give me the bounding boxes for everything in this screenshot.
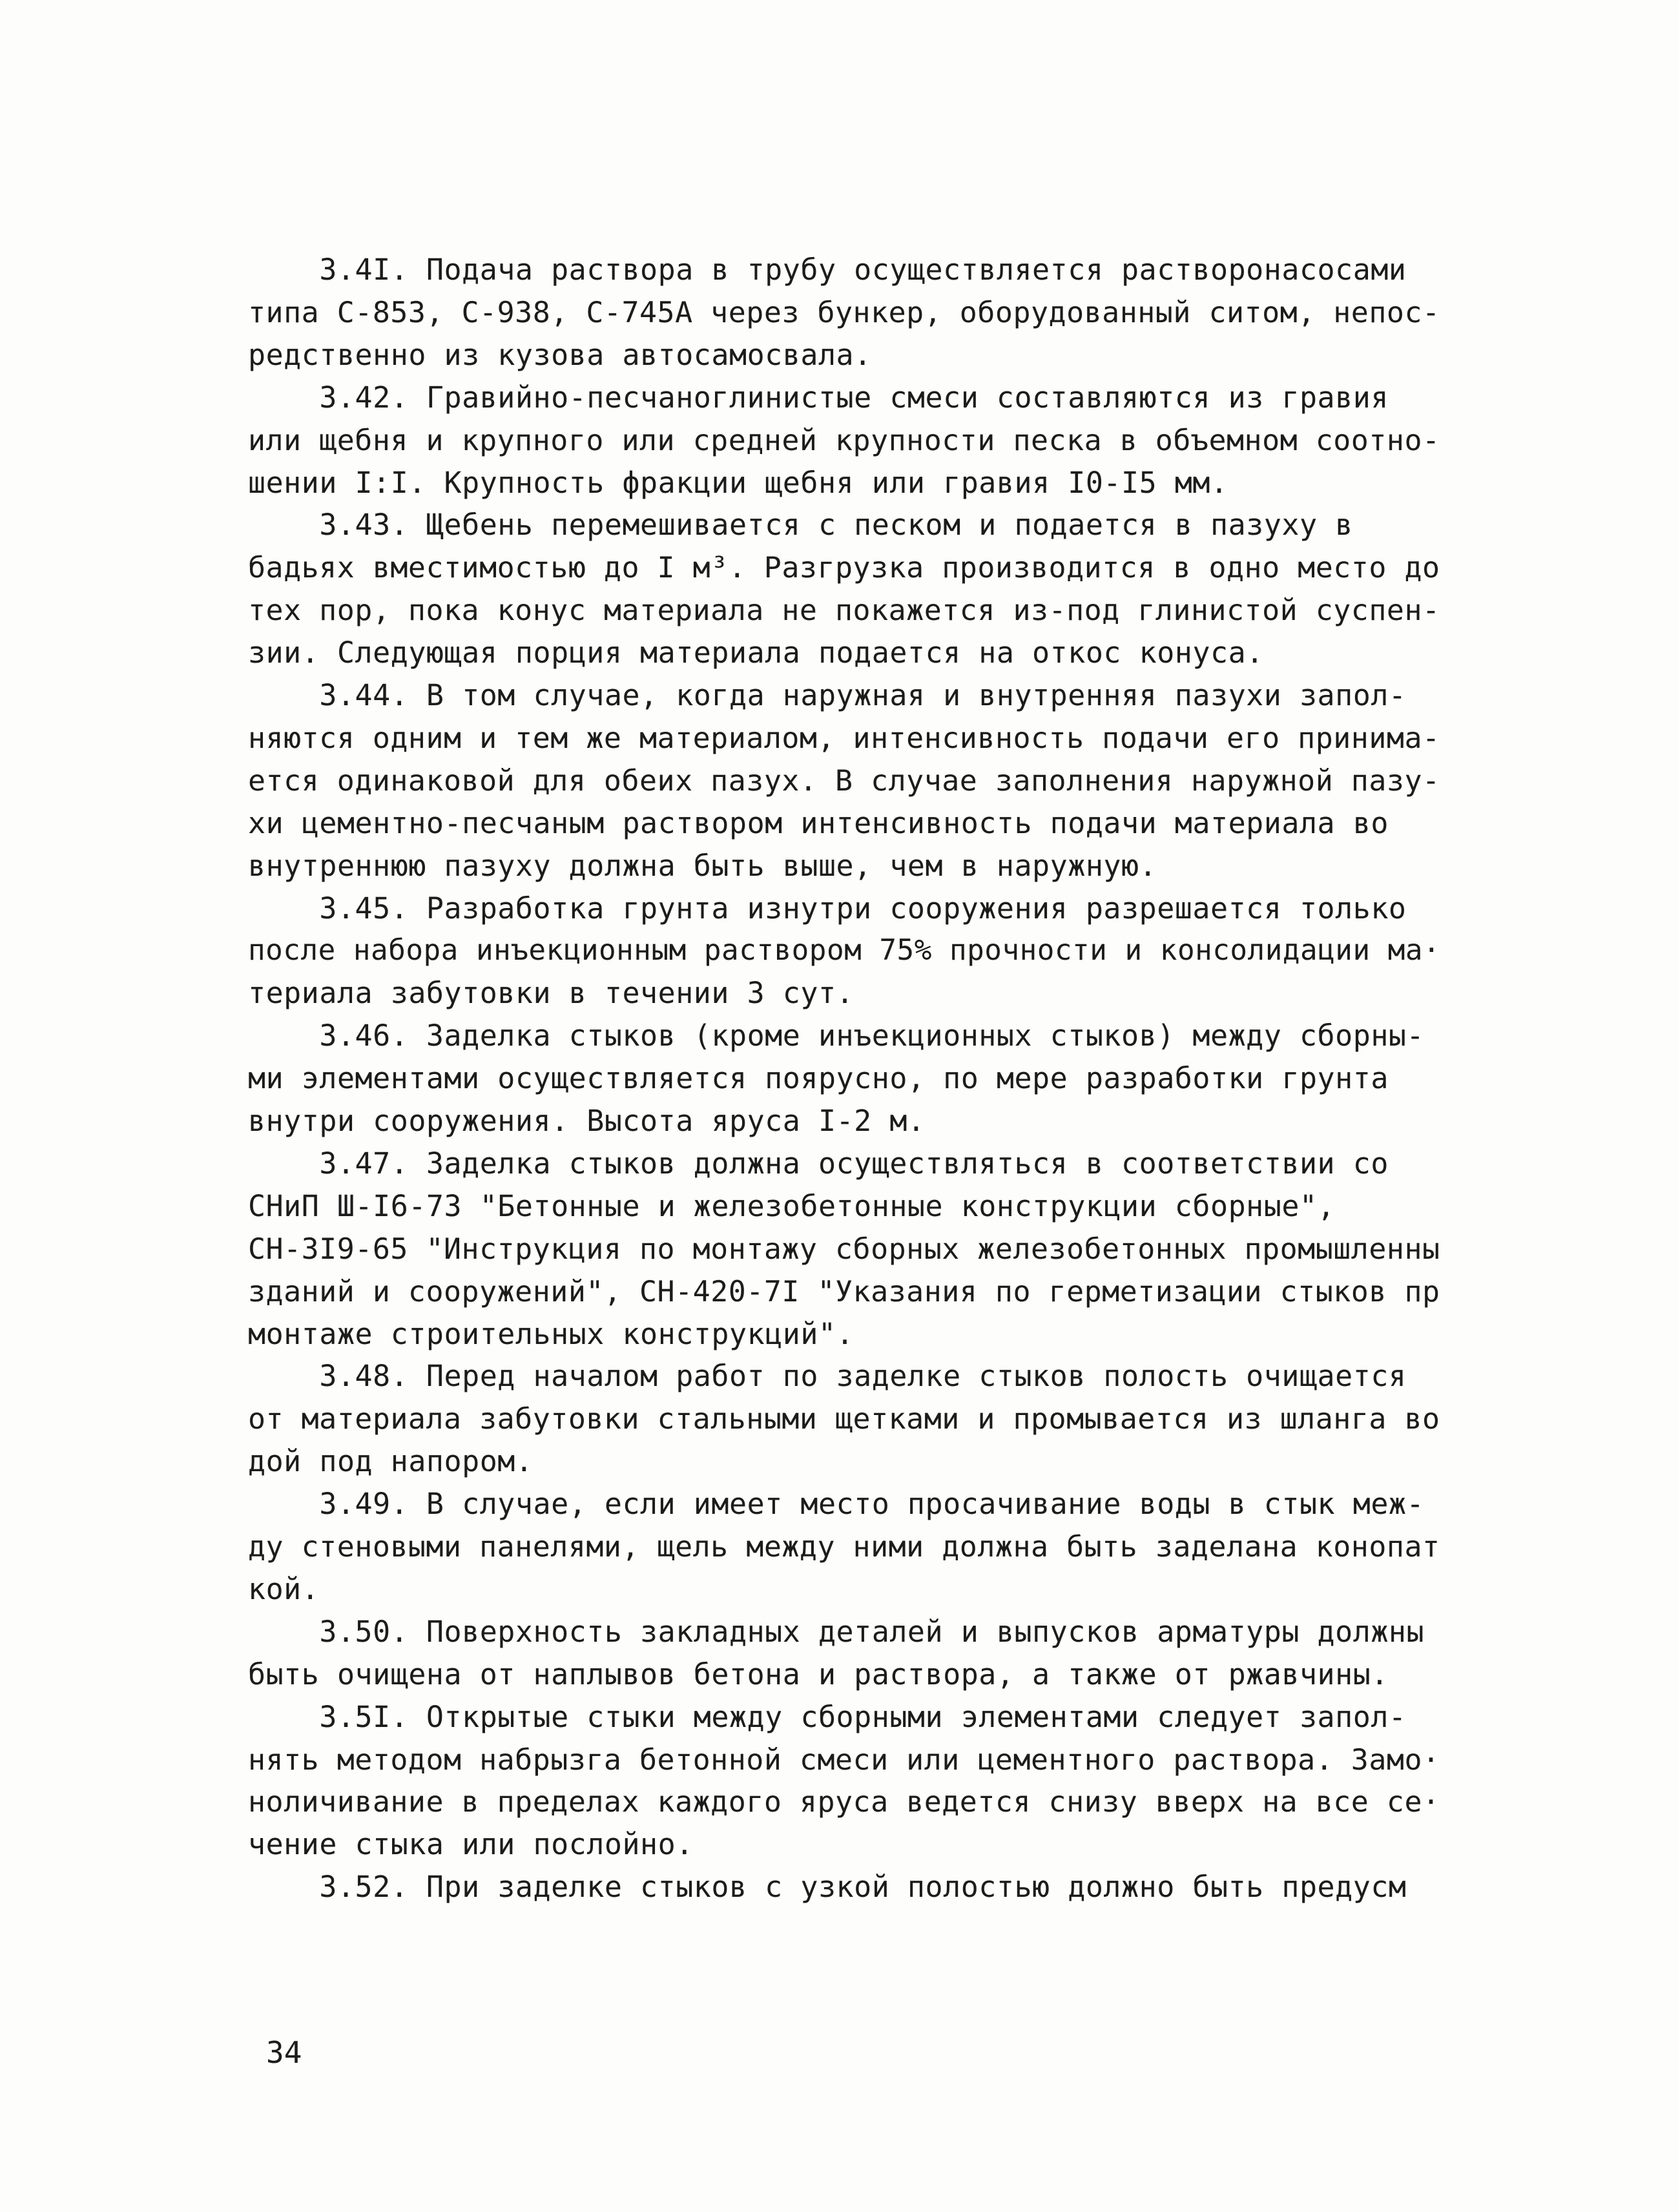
text-line: 3.43. Щебень перемешивается с песком и подается в пазуху в — [248, 508, 1353, 542]
text-line: после набора инъекционным раствором 75% прочности и консолидации ма· — [248, 934, 1441, 967]
text-line: 3.47. Заделка стыков должна осуществляться в соответствии со — [248, 1146, 1389, 1181]
text-line: нять методом набрызга бетонной смеси или цементного раствора. Замо· — [248, 1742, 1440, 1777]
text-line: 3.45. Разработка грунта изнутри сооружения разрешается только — [248, 891, 1407, 925]
page-number: 34 — [266, 2035, 302, 2070]
text-line: тех пор, пока конус материала не покажется из-под глинистой суспен- — [248, 593, 1440, 627]
text-line: зданий и сооружений", СН-420-7I "Указания по герметизации стыков пр — [248, 1274, 1440, 1308]
text-line: хи цементно-песчаным раствором интенсивность подачи материала во — [248, 806, 1389, 840]
text-line: 3.44. В том случае, когда наружная и внутренняя пазухи запол- — [248, 678, 1407, 712]
text-line: СНиП Ш-I6-73 "Бетонные и железобетонные конструкции сборные", — [248, 1189, 1336, 1223]
text-line: няются одним и тем же материалом, интенсивность подачи его принима- — [248, 721, 1440, 755]
text-line: териала забутовки в течении 3 сут. — [248, 976, 855, 1010]
text-line: внутри сооружения. Высота яруса I-2 м. — [248, 1104, 926, 1138]
text-line: бадьях вместимостью до I м³. Разгрузка производится в одно место до — [248, 550, 1440, 584]
text-line: типа С-853, С-938, С-745А через бункер, оборудованный ситом, непос- — [248, 295, 1440, 329]
text-line: зии. Следующая порция материала подается на откос конуса. — [248, 636, 1264, 670]
text-line: ми элементами осуществляется поярусно, по мере разработки грунта — [248, 1061, 1389, 1095]
text-line: быть очищена от наплывов бетона и раствора, а также от ржавчины. — [248, 1657, 1389, 1691]
text-line: шении I:I. Крупность фракции щебня или гравия I0-I5 мм. — [248, 466, 1228, 500]
text-line: ду стеновыми панелями, щель между ними должна быть заделана конопат — [248, 1529, 1440, 1564]
text-line: 3.48. Перед началом работ по заделке стыков полость очищается — [248, 1359, 1407, 1393]
text-line: 3.49. В случае, если имеет место просачивание воды в стык меж- — [248, 1487, 1425, 1521]
text-line: ноличивание в пределах каждого яруса ведется снизу вверх на все се· — [248, 1784, 1440, 1819]
text-line: 3.46. Заделка стыков (кроме инъекционных стыков) между сборны- — [248, 1018, 1425, 1053]
text-line: внутреннюю пазуху должна быть выше, чем в наружную. — [248, 849, 1157, 883]
text-line: дой под напором. — [248, 1444, 533, 1478]
text-line: или щебня и крупного или средней крупности песка в объемном соотно- — [248, 423, 1440, 457]
text-line: от материала забутовки стальными щетками и промывается из шланга во — [248, 1401, 1440, 1436]
text-line: 3.4I. Подача раствора в трубу осуществляется растворонасосами — [248, 253, 1407, 287]
text-line: редственно из кузова автосамосвала. — [248, 338, 872, 372]
text-line: монтаже строительных конструкций". — [248, 1317, 855, 1351]
text-line: 3.52. При заделке стыков с узкой полостью должно быть предусм — [248, 1870, 1407, 1904]
text-line: 3.42. Гравийно-песчаноглинистые смеси составляются из гравия — [248, 380, 1389, 415]
text-line: СН-3I9-65 "Инструкция по монтажу сборных железобетонных промышленны — [248, 1232, 1440, 1266]
text-line: 3.50. Поверхность закладных деталей и выпусков арматуры должны — [248, 1615, 1425, 1649]
text-line: ется одинаковой для обеих пазух. В случае заполнения наружной пазу- — [248, 763, 1440, 798]
text-line: чение стыка или послойно. — [248, 1827, 694, 1861]
text-line: 3.5I. Открытые стыки между сборными элементами следует запол- — [248, 1700, 1407, 1734]
text-line: кой. — [248, 1572, 320, 1606]
